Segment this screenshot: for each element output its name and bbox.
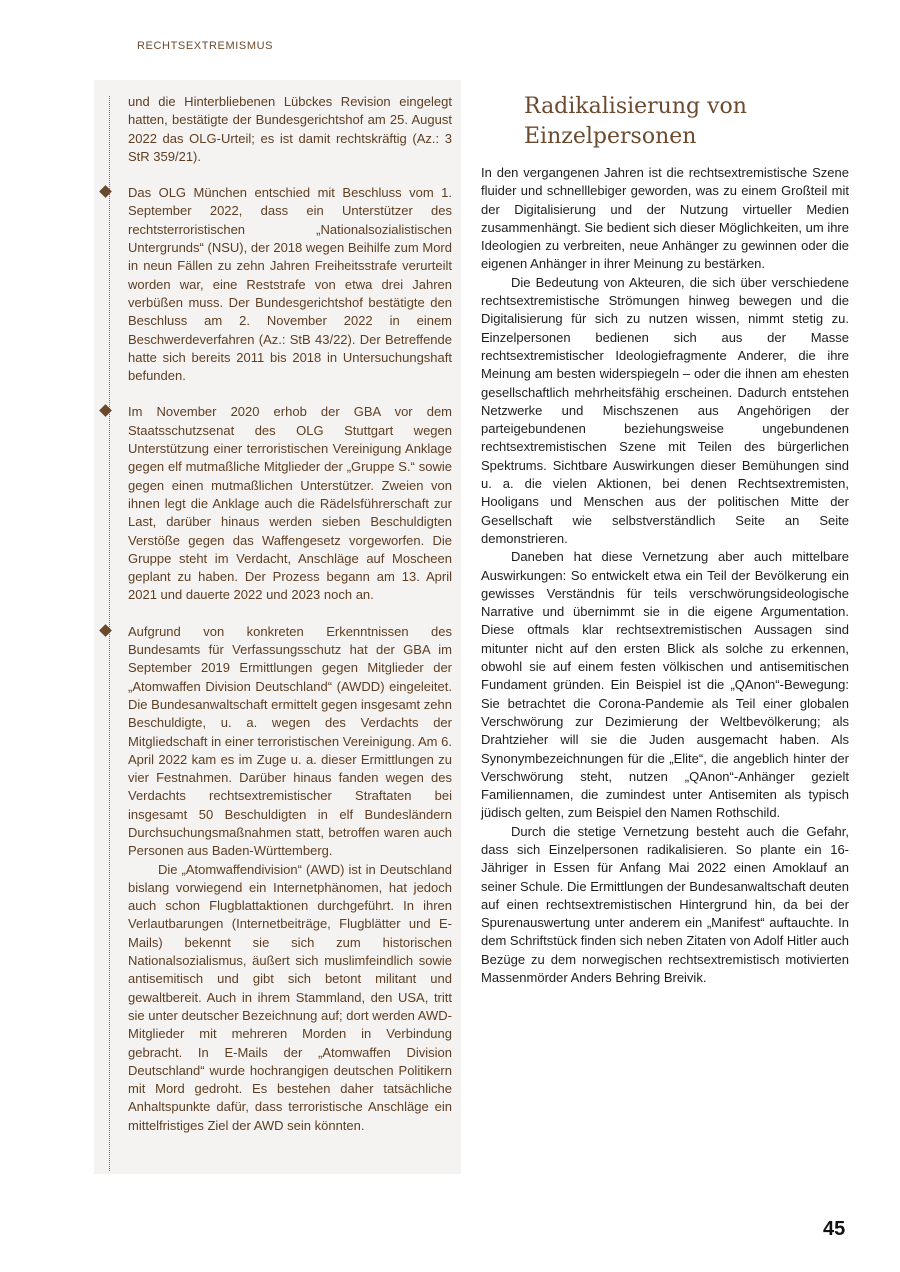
running-head: RECHTSEXTREMISMUS (137, 40, 274, 52)
section-heading: Radikalisierung von Einzelpersonen (524, 94, 747, 149)
list-item-text: Im November 2020 erhob der GBA vor dem Staatsschutzsenat des OLG Stuttgart wegen Unterstützung einer terroristischen Vereinigung Anklage gegen elf mutmaßliche Mitglieder der „Gruppe S.“ sowie gegen einen mutmaßlichen Unterstützer. Zweien von ihnen legt die Anklage auch die Rädelsführerschaft zur Last, darüber hinaus werden sieben Beschuldigten Verstöße gegen das Waffengesetz vorgeworfen. Die Gruppe steht im Verdacht, Anschläge auf Moscheen geplant zu haben. Der Prozess begann am 13. April 2021 und dauerte 2022 und 2023 noch an. (128, 404, 452, 603)
list-item (128, 93, 452, 166)
body-paragraph: In den vergangenen Jahren ist die rechtsextremistische Szene fluider und schnelllebiger geworden, was zu einem Großteil mit der Digitalisierung und der Nutzung virtueller Medien zusammenhängt. Sie bedient sich dieser Möglichkeiten, um ihre Ideologien zu verbreiten, neue Anhänger zu gewinnen oder die eigenen Anhänger in ihrer Meinung zu bestärken. (481, 165, 849, 272)
section-body (481, 164, 849, 987)
body-paragraph: Durch die stetige Vernetzung besteht auch die Gefahr, dass sich Einzelpersonen radikalisieren. So plante ein 16-Jähriger in Essen für Anfang Mai 2022 einen Amoklauf an seiner Schule. Die Ermittlungen der Bundesanwaltschaft deuten auf einen rechtsextremistischen Hintergrund hin, da bei der Spurenauswertung unter anderem ein „Manifest“ auftauchte. In dem Schriftstück finden sich neben Zitaten von Adolf Hitler auch Bezüge zu dem norwegischen rechtsextremistisch motivierten Massenmörder Anders Behring Breivik. (481, 823, 849, 986)
list-item (128, 623, 452, 1135)
list-item (128, 403, 452, 604)
list-item-text: und die Hinterbliebenen Lübckes Revision eingelegt hatten, bestätigte der Bundesgerichtshof am 25. August 2022 das OLG-Urteil; es ist damit rechtskräftig (Az.: 3 StR 359/21). (128, 94, 452, 164)
body-paragraph: Die Bedeutung von Akteuren, die sich über verschiedene rechtsextremistische Strömungen hinweg bewegen und die Digitalisierung für sich zu nutzen wissen, nimmt stetig zu. Einzelpersonen bedienen sich aus der Masse rechtsextremistischer Ideologiefragmente Anderer, die ihre Meinung am besten widerspiegeln – oder die ihnen am ehesten gesellschaftlich mehrheitsfähig erscheinen. Dadurch entstehen Netzwerke und Mischszenen aus Angehörigen der parteigebundenen beziehungsweise ungebundenen rechtsextremistischen Szene mit Teilen des bürgerlichen Spektrums. Sichtbare Auswirkungen dieser Bemühungen sind u. a. die vielen Aktionen, bei denen Rechtsextremisten, Hooligans und Menschen aus der politischen Mitte der Gesellschaft wie selbstverständlich Seite an Seite demonstrieren. (481, 274, 849, 546)
list-item-text: Aufgrund von konkreten Erkenntnissen des Bundesamts für Verfassungsschutz hat der GBA im September 2019 Ermittlungen gegen Mitglieder der „Atomwaffen Division Deutschland“ (AWDD) eingeleitet. Die Bundesanwaltschaft ermittelt gegen insgesamt zehn Beschuldigte, u. a. wegen des Verdachts der Mitgliedschaft in einer terroristischen Vereinigung. Am 6. April 2022 kam es im Zuge u. a. dieser Ermittlungen zu vier Festnahmen. Darüber hinaus fanden wegen des Verdachts rechtsextremistischer Straftaten bei insgesamt 50 Beschuldigten in elf Bundesländern Durchsuchungsmaßnahmen statt, betroffen waren auch Personen aus Baden-Württemberg. (128, 623, 452, 859)
list-item-text: Die „Atomwaffendivision“ (AWD) ist in Deutschland bislang vorwiegend ein Internetphänomen, hat jedoch auch schon Flugblattaktionen durchgeführt. In ihren Verlautbarungen (Internetbeiträge, Flugblätter und E-Mails) bekennt sie sich zum historischen Nationalsozialismus, äußert sich muslimfeindlich sowie antisemitisch und gibt sich betont militant und gewaltbereit. Auch in ihrem Stammland, den USA, tritt sie unter deutscher Bezeichnung auf; dort werden AWD-Mitglieder mit mehreren Morden in Verbindung gebracht. In E-Mails der „Atomwaffen Division Deutschland“ wurde hochrangigen deutschen Politikern mit Mord gedroht. Es bestehen daher tatsächliche Anhaltspunkte dafür, dass terroristische Anschläge ein mittelfristiges Ziel der AWD sein könnten. (128, 861, 452, 1133)
body-paragraph: Daneben hat diese Vernetzung aber auch mittelbare Auswirkungen: So entwickelt etwa ein Teil der Bevölkerung ein gewisses Verständnis für teils verschwörungsideologische Narrative und übernimmt sie in die eigene Argumentation. Diese oftmals klar rechtsextremistischen Aussagen sind mitunter nicht auf den ersten Blick als solche zu erkennen, obwohl sie auf einem festen völkischen und antisemitischen Fundament gründen. Ein Beispiel ist die „QAnon“-Bewegung: Sie betrachtet die Corona-Pandemie als Teil einer globalen Verschwörung zur Dezimierung der Weltbevölkerung; als Drahtzieher will sie die Juden ausgemacht haben. Als Synonymbezeichnungen für die „Elite“, die angeblich hinter der Verschwörung steht, nutzen „QAnon“-Anhänger gezielt Familiennamen, die zumindest unter Antisemiten als typisch jüdisch gelten, zum Beispiel den Namen Rothschild. (481, 549, 849, 821)
page-number: 45 (823, 1218, 846, 1240)
list-item-text: Das OLG München entschied mit Beschluss vom 1. September 2022, dass ein Unterstützer des rechtsterroristischen „Nationalsozialistischen Untergrunds“ (NSU), der 2018 wegen Beihilfe zum Mord in neun Fällen zu zehn Jahren Freiheitsstrafe verurteilt worden war, eine Reststrafe von etwa drei Jahren verbüßen muss. Der Bundesgerichtshof bestätigte den Beschluss am 2. November 2022 in einem Beschwerdeverfahren (Az.: StB 43/22). Der Betreffende hatte sich bereits 2011 bis 2018 in Untersuchungshaft befunden. (128, 185, 452, 384)
info-box-dotted-rule (109, 96, 110, 1171)
list-item (128, 184, 452, 385)
info-box-content (128, 93, 452, 1135)
